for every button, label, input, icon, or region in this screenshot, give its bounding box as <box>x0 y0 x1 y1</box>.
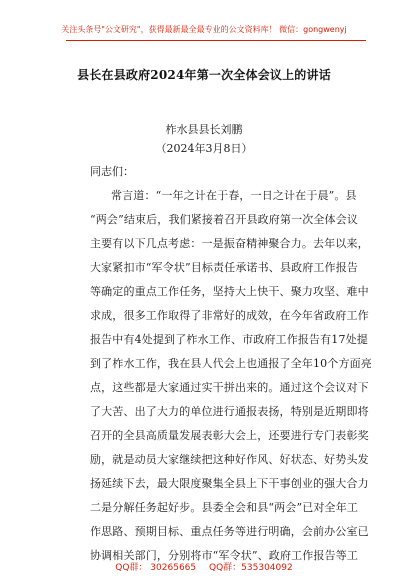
body-line: 大家紧扣市“军令状”目标责任承诺书、县政府工作报告 <box>90 261 358 274</box>
body-line: 了大苦、出了大力的单位进行通报表扬，特别是近期即将 <box>90 405 369 418</box>
body-line: 点，这些都是大家通过实干拼出来的。通过这个会议对下 <box>90 381 369 394</box>
body-line: 等确定的重点工作任务，坚持大上快干、聚力攻坚、难中 <box>90 285 369 298</box>
body-line: 求成，很多工作取得了非常好的成效，在今年省政府工作 <box>90 309 369 322</box>
body-line: 励，就是动员大家继续把这种好作风、好状态、好势头发 <box>90 453 369 466</box>
document-date: （2024年3月8日） <box>155 142 253 155</box>
body-line: 报告中有4处提到了柞水工作、市政府工作报告有17处提 <box>90 333 368 346</box>
salutation: 同志们： <box>90 165 134 178</box>
document-title: 县长在县政府2024年第一次全体会议上的讲话 <box>77 68 331 82</box>
body-line: 常言道：“一年之计在于春，一日之计在于晨”。县 <box>111 189 357 202</box>
document-author: 柞水县县长刘鹏 <box>165 123 243 136</box>
body-line: 协调相关部门，分别将市“军令状”、政府工作报告等工 <box>90 549 358 562</box>
footer-contact <box>0 560 408 573</box>
body-line: 二是分解任务起好步。县委全会和县“两会”已对全年工 <box>90 501 358 514</box>
body-line: 召开的全县高质量发展表彰大会上，还要进行专门表彰奖 <box>90 429 369 442</box>
header-divider <box>66 40 366 41</box>
body-line: 作思路、预期目标、重点任务等进行明确，会前办公室已 <box>90 525 369 538</box>
footer-qq-group-2: QQ群：535304092 <box>209 563 293 573</box>
body-line: “两会”结束后，我们紧接着召开县政府第一次全体会议 <box>90 213 358 226</box>
body-line: 到了柞水工作，我在县人代会上也通报了全年10个方面亮 <box>90 357 372 370</box>
header-banner: 关注头条号"公文研究"，获得最新最全最专业的公文资料库！ 微信：gongwenyj <box>61 25 347 34</box>
body-line: 主要有以下几点考虑：一是振奋精神聚合力。去年以来， <box>90 237 369 250</box>
footer-qq-group-1: QQ群： 30265665 <box>115 563 197 573</box>
body-line: 扬延续下去，最大限度聚集全县上下干事创业的强大合力 <box>90 477 369 490</box>
